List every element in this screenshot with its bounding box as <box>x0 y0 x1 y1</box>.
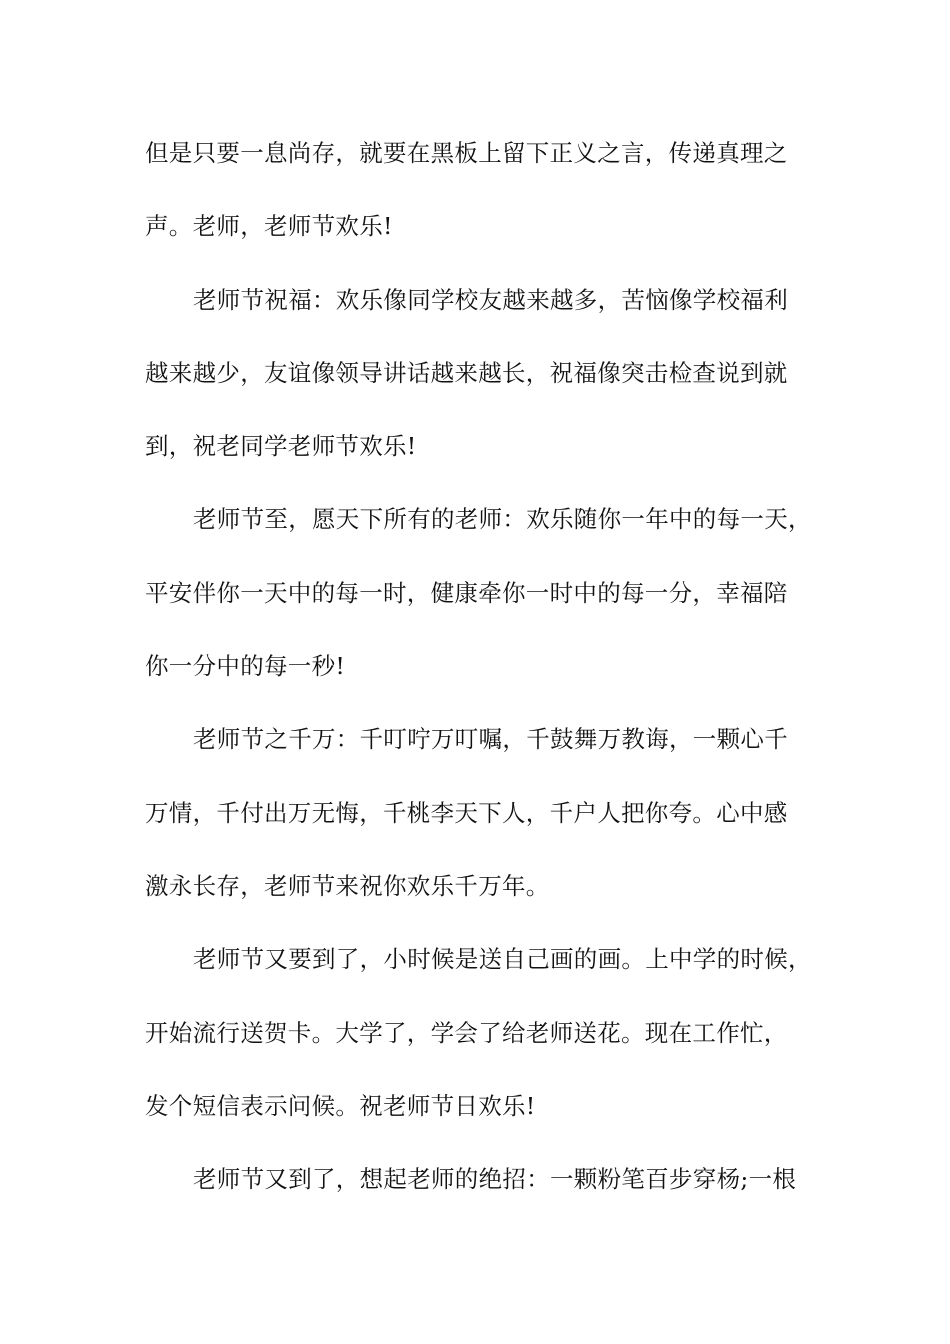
text-line: 越来越少，友谊像领导讲话越来越长，祝福像突击检查说到就 <box>145 358 788 387</box>
text-line: 激永长存，老师节来祝你欢乐千万年。 <box>145 871 550 900</box>
text-line: 到，祝老同学老师节欢乐! <box>145 432 417 461</box>
paragraph-first-line: 老师节至，愿天下所有的老师：欢乐随你一年中的每一天， <box>193 505 812 534</box>
text-line: 开始流行送贺卡。大学了，学会了给老师送花。现在工作忙， <box>145 1018 788 1047</box>
text-line: 声。老师，老师节欢乐! <box>145 212 393 241</box>
text-line: 你一分中的每一秒! <box>145 652 346 681</box>
text-line: 平安伴你一天中的每一时，健康牵你一时中的每一分，幸福陪 <box>145 578 788 607</box>
paragraph-first-line: 老师节又到了，想起老师的绝招：一颗粉笔百步穿杨;一根 <box>193 1165 797 1194</box>
paragraph-first-line: 老师节祝福：欢乐像同学校友越来越多，苦恼像学校福利 <box>193 285 788 314</box>
text-line: 发个短信表示问候。祝老师节日欢乐! <box>145 1091 536 1120</box>
text-line: 但是只要一息尚存，就要在黑板上留下正义之言，传递真理之 <box>145 139 788 167</box>
paragraph-first-line: 老师节之千万：千叮咛万叮嘱，千鼓舞万教诲，一颗心千 <box>193 725 788 754</box>
body-text <box>145 128 825 1227</box>
paragraph-first-line: 老师节又要到了，小时候是送自己画的画。上中学的时候， <box>193 945 812 974</box>
text-line: 万情，千付出万无悔，千桃李天下人，千户人把你夸。心中感 <box>145 798 788 827</box>
